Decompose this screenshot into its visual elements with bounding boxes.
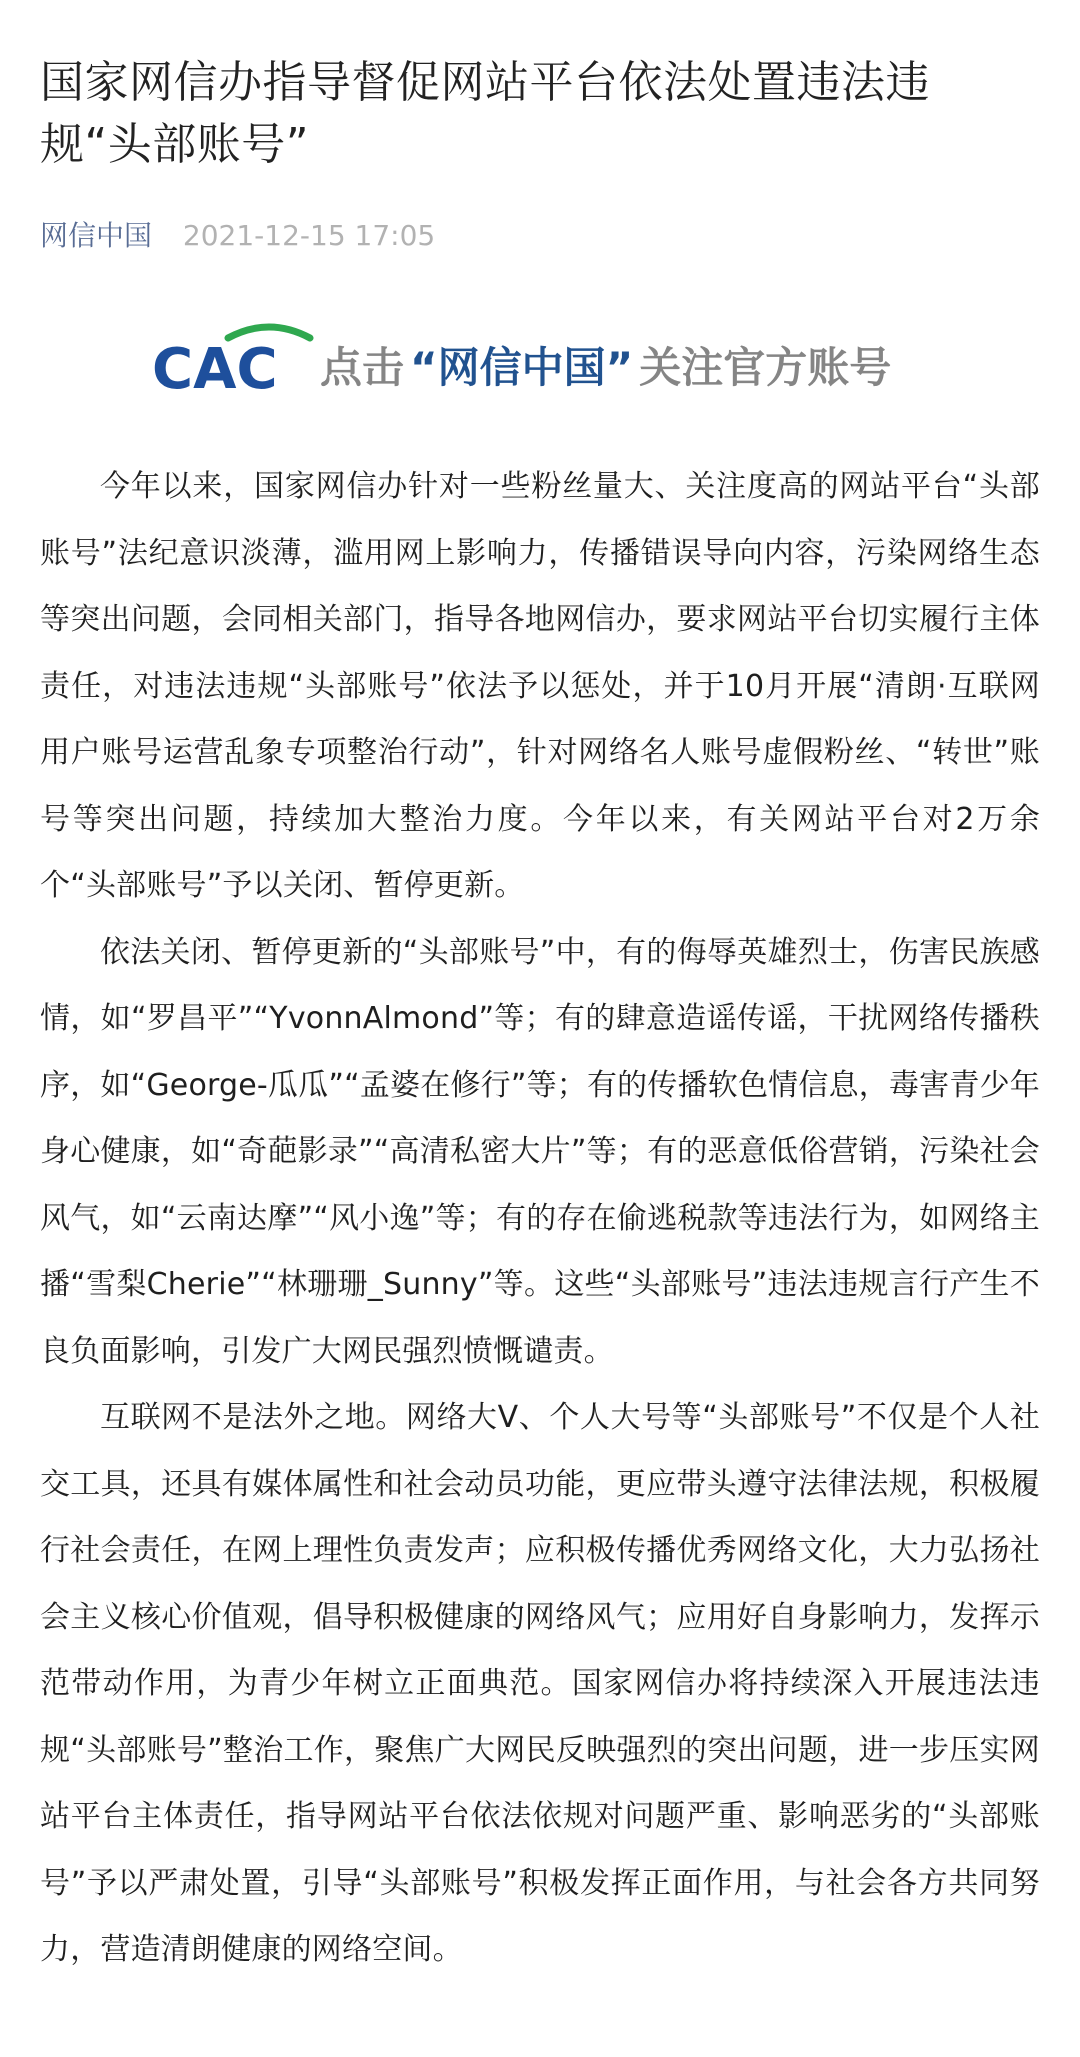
cac-logo-icon: [152, 327, 310, 402]
article-paragraph-2: 依法关闭、暂停更新的“头部账号”中，有的侮辱英雄烈士，伤害民族感情，如“罗昌平”“YvonnAlmond”等；有的肆意造谣传谣，干扰网络传播秩序，如“George-瓜瓜”“孟婆在修行”等；有的传播软色情信息，毒害青少年身心健康，如“奇葩影录”“高清私密大片”等；有的恶意低俗营销，污染社会风气，如“云南达摩”“风小逸”等；有的存在偷逃税款等违法行为，如网络主播“雪梨Cherie”“林珊珊_Sunny”等。这些“头部账号”违法违规言行产生不良负面影响，引发广大网民强烈愤慨谴责。: [40, 934, 1040, 1369]
article-body: [40, 454, 1040, 1984]
follow-banner-graphic: [150, 318, 930, 404]
article-paragraph-3: 互联网不是法外之地。网络大V、个人大号等“头部账号”不仅是个人社交工具，还具有媒体属性和社会动员功能，更应带头遵守法律法规，积极履行社会责任，在网上理性负责发声；应积极传播优秀网络文化，大力弘扬社会主义核心价值观，倡导积极健康的网络风气；应用好自身影响力，发挥示范带动作用，为青少年树立正面典范。国家网信办将持续深入开展违法违规“头部账号”整治工作，聚焦广大网民反映强烈的突出问题，进一步压实网站平台主体责任，指导网站平台依法依规对问题严重、影响恶劣的“头部账号”予以严肃处置，引导“头部账号”积极发挥正面作用，与社会各方共同努力，营造清朗健康的网络空间。: [40, 1400, 1040, 1967]
follow-banner[interactable]: [40, 318, 1040, 404]
follow-prompt-suffix: 关注官方账号: [639, 343, 892, 392]
follow-prompt-account: “网信中国”: [410, 343, 634, 392]
follow-prompt: [320, 343, 891, 392]
source-account-link[interactable]: 网信中国: [40, 219, 153, 252]
article-meta: [40, 218, 1040, 254]
publish-time: 2021-12-15 17:05: [182, 219, 436, 252]
article-paragraph-1: 今年以来，国家网信办针对一些粉丝量大、关注度高的网站平台“头部账号”法纪意识淡薄，滥用网上影响力，传播错误导向内容，污染网络生态等突出问题，会同相关部门，指导各地网信办，要求网站平台切实履行主体责任，对违法违规“头部账号”依法予以惩处，并于10月开展“清朗·互联网用户账号运营乱象专项整治行动”，针对网络名人账号虚假粉丝、“转世”账号等突出问题，持续加大整治力度。今年以来，有关网站平台对2万余个“头部账号”予以关闭、暂停更新。: [40, 469, 1040, 903]
follow-prompt-prefix: 点击: [320, 343, 405, 392]
article-title: 国家网信办指导督促网站平台依法处置违法违规“头部账号”: [40, 57, 930, 170]
logo-text: CAC: [152, 337, 278, 402]
